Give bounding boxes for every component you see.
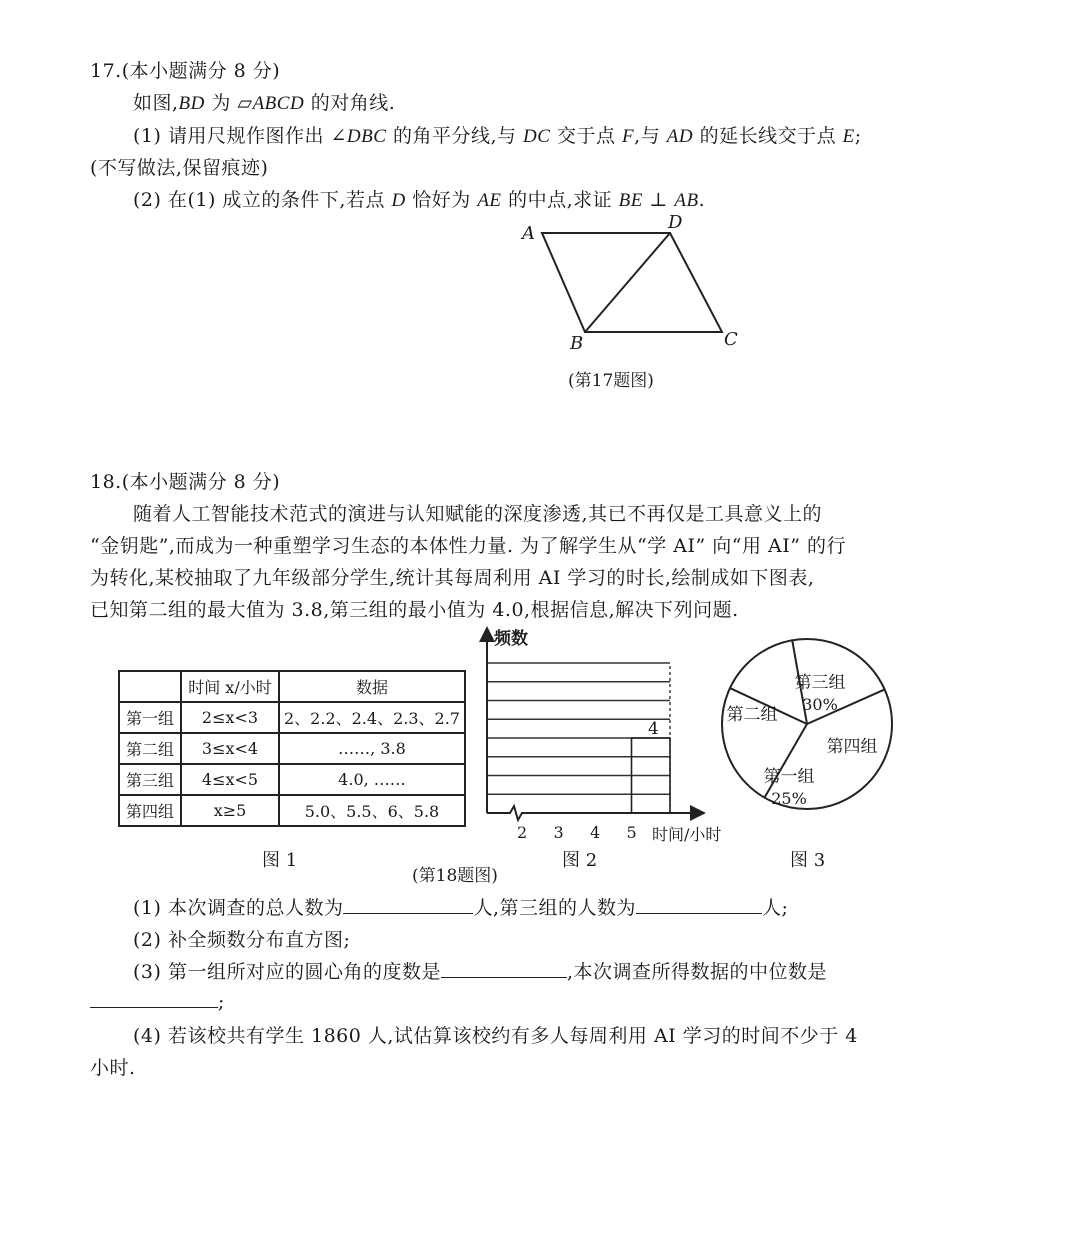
q17-intro-parallelogram: ▱ABCD xyxy=(237,93,305,114)
q18-subquestion-4: (4) 若该校共有学生 1860 人,试估算该校约有多人每周利用 AI 学习的时间不少于 4 xyxy=(133,1025,858,1047)
table-cell: 第二组 xyxy=(119,733,181,764)
q17-figure-caption: (第17题图) xyxy=(568,371,654,391)
table-cell: 2、2.2、2.4、2.3、2.7 xyxy=(279,702,465,733)
q18-subquestion-2: (2) 补全频数分布直方图; xyxy=(133,929,351,951)
q18-subquestion-3-cont xyxy=(90,989,225,1013)
q17-header: 17.(本小题满分 8 分) xyxy=(90,60,281,82)
q17-part1-note: (不写做法,保留痕迹) xyxy=(90,157,269,179)
point-label-c: C xyxy=(724,329,738,350)
q18-subquestion-4-cont: 小时. xyxy=(90,1057,136,1079)
answer-blank[interactable] xyxy=(343,895,473,914)
table-cell: 3≤x<4 xyxy=(181,733,279,764)
answer-blank[interactable] xyxy=(441,959,567,978)
pie-slice-percent: 25% xyxy=(771,789,807,808)
point-label-d: D xyxy=(668,212,683,233)
q18-q3-a: (3) 第一组所对应的圆心角的度数是 xyxy=(133,961,441,983)
q18-subquestion-1 xyxy=(133,893,788,920)
figure-1-label: 图 1 xyxy=(262,850,298,871)
q18-header: 18.(本小题满分 8 分) xyxy=(90,471,281,493)
table-header-cell xyxy=(119,671,181,702)
figure-2-label: 图 2 xyxy=(562,850,598,871)
x-tick-label: 5 xyxy=(626,823,637,842)
q18-pie-chart xyxy=(712,632,902,822)
q17-p1-end: ; xyxy=(854,125,862,147)
pie-slice-label: 第二组 xyxy=(726,705,778,725)
q17-intro-bd: BD xyxy=(178,93,205,114)
table-cell: 2≤x<3 xyxy=(181,702,279,733)
table-cell: 4≤x<5 xyxy=(181,764,279,795)
q17-intro-prefix: 如图, xyxy=(133,92,179,114)
q17-p1-E: E xyxy=(842,126,855,147)
q18-data-table xyxy=(118,670,466,827)
q17-p2-end: . xyxy=(698,189,706,211)
q17-p2-b: 恰好为 xyxy=(405,189,478,211)
table-row xyxy=(119,795,465,826)
q17-p2-AB: AB xyxy=(674,190,699,211)
x-tick-label: 2 xyxy=(517,823,528,842)
x-tick-label: 3 xyxy=(553,823,564,842)
q17-p2-AE: AE xyxy=(477,190,502,211)
q18-para-line-2: “金钥匙”,而成为一种重塑学习生态的本体性力量. 为了解学生从“学 AI” 向“用 AI” 的行 xyxy=(90,535,847,557)
q17-p2-c: 的中点,求证 xyxy=(501,189,619,211)
q17-p1-b: 的角平分线,与 xyxy=(386,125,524,147)
table-cell: 第四组 xyxy=(119,795,181,826)
q18-q1-a: (1) 本次调查的总人数为 xyxy=(133,897,344,919)
table-cell: 第一组 xyxy=(119,702,181,733)
q18-para-line-1: 随着人工智能技术范式的演进与认知赋能的深度渗透,其已不再仅是工具意义上的 xyxy=(133,503,823,525)
pie-slice-percent: 30% xyxy=(802,695,838,714)
q18-para-line-4: 已知第二组的最大值为 3.8,第三组的最小值为 4.0,根据信息,解决下列问题. xyxy=(90,599,739,621)
q17-intro-suffix: 的对角线. xyxy=(304,92,396,114)
q17-p1-dbc: DBC xyxy=(346,126,387,147)
parallelogram-abcd xyxy=(542,233,722,332)
y-axis-label: 频数 xyxy=(494,629,528,649)
q17-intro-mid: 为 xyxy=(204,92,238,114)
q18-figures-caption: (第18题图) xyxy=(412,866,498,886)
q17-p2-D: D xyxy=(391,190,406,211)
point-label-b: B xyxy=(570,333,584,354)
answer-blank[interactable] xyxy=(636,895,762,914)
table-cell: x≥5 xyxy=(181,795,279,826)
q17-p1-e: 的延长线交于点 xyxy=(693,125,843,147)
q18-q1-c: 人; xyxy=(762,897,789,919)
q17-p1-ad: AD xyxy=(666,126,694,147)
bar-value-label: 4 xyxy=(648,719,659,739)
pie-slice-label: 第三组 xyxy=(794,673,846,693)
q17-part1 xyxy=(133,121,862,148)
q17-p1-f: F xyxy=(622,126,635,147)
q17-p1-c: 交于点 xyxy=(550,125,623,147)
q17-intro xyxy=(133,88,395,115)
pie-slice-label: 第四组 xyxy=(826,737,878,757)
point-label-a: A xyxy=(522,223,535,244)
table-cell: ……, 3.8 xyxy=(279,733,465,764)
pie-slice-label: 第一组 xyxy=(763,767,815,787)
q17-p2-a: (2) 在(1) 成立的条件下,若点 xyxy=(133,189,392,211)
diagonal-bd xyxy=(585,233,670,332)
q18-q3-b: ,本次调查所得数据的中位数是 xyxy=(566,961,828,983)
x-tick-label: 4 xyxy=(590,823,601,842)
table-header-cell: 时间 x/小时 xyxy=(181,671,279,702)
table-row xyxy=(119,702,465,733)
q18-para-line-3: 为转化,某校抽取了九年级部分学生,统计其每周利用 AI 学习的时长,绘制成如下图表, xyxy=(90,567,815,589)
q17-figure xyxy=(510,205,750,355)
x-axis-label: 时间/小时 xyxy=(652,825,722,844)
q18-q3-c: ; xyxy=(218,991,225,1013)
answer-blank[interactable] xyxy=(90,989,218,1008)
table-cell: 5.0、5.5、6、5.8 xyxy=(279,795,465,826)
table-row xyxy=(119,733,465,764)
table-row xyxy=(119,764,465,795)
q17-p1-d: ,与 xyxy=(634,125,667,147)
table-cell: 4.0, …… xyxy=(279,764,465,795)
table-cell: 第三组 xyxy=(119,764,181,795)
table-header-row xyxy=(119,671,465,702)
q17-p2-perp: ⊥ xyxy=(642,189,675,211)
figure-3-label: 图 3 xyxy=(790,850,826,871)
q17-p1-dc: DC xyxy=(523,126,551,147)
q18-q1-b: 人,第三组的人数为 xyxy=(473,897,637,919)
q18-histogram xyxy=(470,618,750,850)
q17-p2-BE: BE xyxy=(618,190,643,211)
q18-subquestion-3 xyxy=(133,957,827,984)
q17-p1-a: (1) 请用尺规作图作出 ∠ xyxy=(133,125,347,147)
table-header-cell: 数据 xyxy=(279,671,465,702)
